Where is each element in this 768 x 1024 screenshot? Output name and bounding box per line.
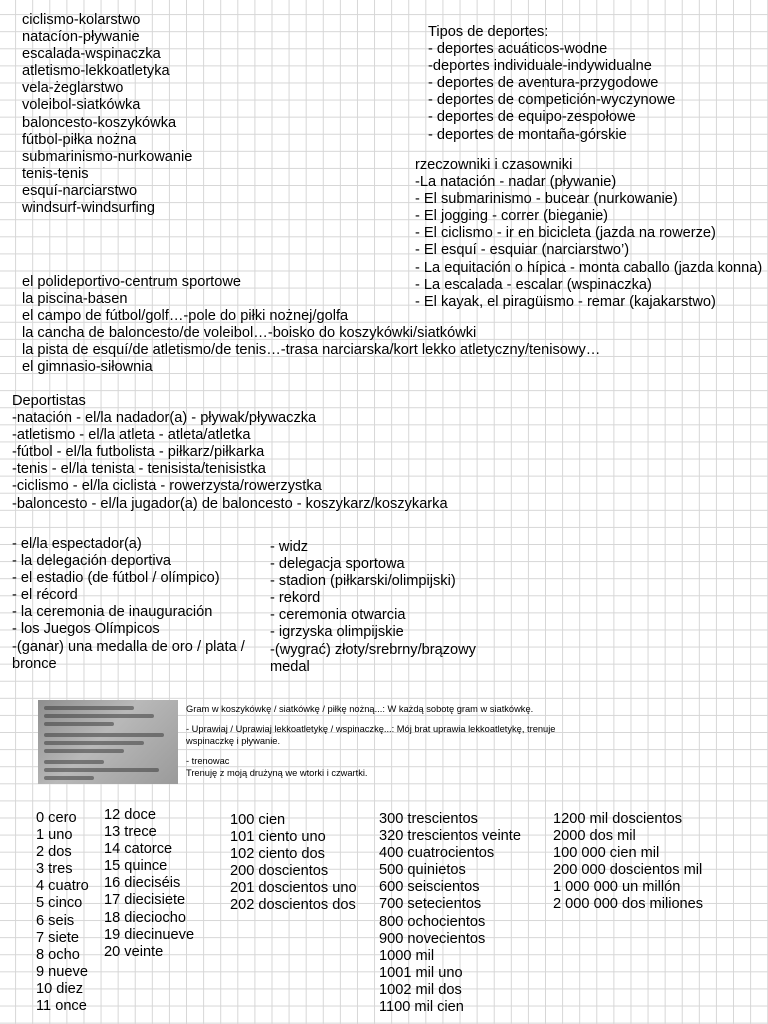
event-es-item: - el récord xyxy=(12,587,78,604)
noun-verb-item: - El submarinismo - bucear (nurkowanie) xyxy=(415,191,678,208)
event-es-item: - la delegación deportiva xyxy=(12,553,172,570)
number-item: 2 000 000 dos miliones xyxy=(553,896,704,913)
numbers-column-4 xyxy=(379,811,521,1016)
phrase-line: - trenowac xyxy=(186,756,230,767)
phrase-line: - Uprawiaj / Uprawiaj lekkoatletykę / wspinaczkę...: Mój brat uprawia lekkoatletykę, trenuje wspinaczkę i pływanie. xyxy=(186,724,556,746)
athlete-item: -atletismo - el/la atleta - atleta/atletka xyxy=(12,427,251,444)
number-item: 0 cero xyxy=(36,810,77,826)
event-es-item: -(ganar) una medalla de oro / plata / bronce xyxy=(12,638,245,672)
athlete-item: -natación - el/la nadador(a) - pływak/pływaczka xyxy=(12,410,317,427)
noun-verb-item: - La escalada - escalar (wspinaczka) xyxy=(415,276,652,293)
number-item: 1200 mil doscientos xyxy=(553,811,682,827)
place-item: la piscina-basen xyxy=(22,291,128,308)
number-item: 600 seiscientos xyxy=(379,879,480,896)
number-item: 201 doscientos uno xyxy=(230,880,357,897)
event-es-item: - el estadio (de fútbol / olímpico) xyxy=(12,570,220,587)
events-polish-list xyxy=(270,539,510,676)
number-item: 16 dieciséis xyxy=(104,875,181,892)
number-item: 15 quince xyxy=(104,858,168,875)
sport-type-item: - deportes de equipo-zespołowe xyxy=(428,109,636,126)
athlete-item: -fútbol - el/la futbolista - piłkarz/piłkarka xyxy=(12,444,265,461)
event-es-item: - la ceremonia de inauguración xyxy=(12,604,213,621)
sport-type-item: - deportes de aventura-przygodowe xyxy=(428,75,659,92)
athletes-heading: Deportistas xyxy=(12,393,86,409)
numbers-column-3 xyxy=(230,812,357,915)
noun-verb-item: - El ciclismo - ir en bicicleta (jazda na rowerze) xyxy=(415,225,716,242)
vocab-item: escalada-wspinaczka xyxy=(22,46,161,63)
event-pl-item: - igrzyska olimpijskie xyxy=(270,624,404,641)
vocab-item: natacíon-pływanie xyxy=(22,29,140,46)
vocab-item: voleibol-siatkówka xyxy=(22,97,141,114)
numbers-column-2 xyxy=(104,807,194,961)
number-item: 6 seis xyxy=(36,912,75,929)
number-item: 101 ciento uno xyxy=(230,829,326,846)
number-item: 400 cuatrocientos xyxy=(379,845,495,862)
event-pl-item: - stadion (piłkarski/olimpijski) xyxy=(270,573,456,590)
number-item: 17 diecisiete xyxy=(104,892,186,909)
number-item: 500 quinietos xyxy=(379,862,466,879)
number-item: 3 tres xyxy=(36,861,73,878)
number-item: 1100 mil cien xyxy=(379,999,464,1016)
number-item: 200 000 doscientos mil xyxy=(553,862,703,879)
noun-verb-item: -La natación - nadar (pływanie) xyxy=(415,174,617,191)
athletes-list xyxy=(12,393,448,513)
number-item: 800 ochocientos xyxy=(379,913,486,930)
noun-verb-item: - El kayak, el piragüismo - remar (kajakarstwo) xyxy=(415,293,716,310)
number-item: 20 veinte xyxy=(104,943,164,960)
number-item: 8 ocho xyxy=(36,946,80,963)
numbers-column-1 xyxy=(36,810,89,1015)
phrase-line: Gram w koszykówkę / siatkówkę / piłkę nożną...: W każdą sobotę gram w siatkówkę. xyxy=(186,704,534,714)
sport-type-item: - deportes de montaña-górskie xyxy=(428,126,627,143)
numbers-column-5 xyxy=(553,811,703,914)
number-item: 9 nueve xyxy=(36,963,88,980)
phrase-line: Trenuję z moją drużyną we wtorki i czwartki. xyxy=(186,767,368,778)
number-item: 100 000 cien mil xyxy=(553,845,660,862)
vocab-item: fútbol-piłka nożna xyxy=(22,131,137,148)
sport-types-list xyxy=(428,24,675,144)
number-item: 2 dos xyxy=(36,844,72,861)
athlete-item: -ciclismo - el/la ciclista - rowerzysta/rowerzystka xyxy=(12,478,322,495)
number-item: 900 novecientos xyxy=(379,930,486,947)
phrase-spacer xyxy=(186,747,566,756)
noun-verb-item: - El jogging - correr (bieganie) xyxy=(415,208,609,225)
vocab-item: submarinismo-nurkowanie xyxy=(22,148,193,165)
number-item: 1 uno xyxy=(36,827,73,844)
events-spanish-list xyxy=(12,536,272,673)
number-item: 2000 dos mil xyxy=(553,828,636,845)
number-item: 320 trescientos veinte xyxy=(379,828,521,845)
vocab-item: windsurf-windsurfing xyxy=(22,200,156,217)
number-item: 19 diecinueve xyxy=(104,926,195,943)
number-item: 5 cinco xyxy=(36,895,83,912)
vocab-item: tenis-tenis xyxy=(22,165,89,182)
athlete-item: -tenis - el/la tenista - tenisista/tenisistka xyxy=(12,461,266,478)
number-item: 202 doscientos dos xyxy=(230,897,356,914)
number-item: 11 once xyxy=(36,998,87,1015)
event-pl-item: - delegacja sportowa xyxy=(270,556,405,573)
number-item: 100 cien xyxy=(230,812,286,828)
number-item: 300 trescientos xyxy=(379,811,478,827)
number-item: 700 setecientos xyxy=(379,896,482,913)
place-item: la cancha de baloncesto/de voleibol…-boisko do koszykówki/siatkówki xyxy=(22,325,477,342)
place-item: el gimnasio-siłownia xyxy=(22,359,153,376)
vocab-item: vela-żeglarstwo xyxy=(22,80,124,97)
event-es-item: - el/la espectador(a) xyxy=(12,536,142,552)
number-item: 18 dieciocho xyxy=(104,909,186,926)
number-item: 200 doscientos xyxy=(230,863,329,880)
sports-places-list xyxy=(22,274,600,377)
number-item: 14 catorce xyxy=(104,841,173,858)
vocab-item: ciclismo-kolarstwo xyxy=(22,12,141,28)
vocab-item: baloncesto-koszykówka xyxy=(22,114,177,131)
number-item: 1 000 000 un millón xyxy=(553,879,681,896)
sports-vocabulary-list xyxy=(22,12,192,217)
number-item: 1000 mil xyxy=(379,947,435,964)
number-item: 7 siete xyxy=(36,929,79,946)
textbook-photo xyxy=(38,700,178,784)
place-item: el campo de fútbol/golf…-pole do piłki nożnej/golfa xyxy=(22,308,349,325)
place-item: el polideportivo-centrum sportowe xyxy=(22,274,242,290)
number-item: 12 doce xyxy=(104,807,156,823)
sport-types-heading: Tipos de deportes: xyxy=(428,24,549,40)
number-item: 10 diez xyxy=(36,980,84,997)
number-item: 13 trece xyxy=(104,824,157,841)
noun-verb-item: - El esquí - esquiar (narciarstwo’) xyxy=(415,242,630,259)
sport-type-item: - deportes acuáticos-wodne xyxy=(428,41,608,58)
event-pl-item: -(wygrać) złoty/srebrny/brązowy medal xyxy=(270,641,476,675)
event-es-item: - los Juegos Olímpicos xyxy=(12,621,160,638)
number-item: 102 ciento dos xyxy=(230,846,325,863)
phrase-spacer xyxy=(186,715,566,724)
noun-verb-item: - La equitación o hípica - monta caballo (jazda konna) xyxy=(415,259,763,276)
vocab-item: atletismo-lekkoatletyka xyxy=(22,63,170,80)
sport-type-item: -deportes individuale-indywidualne xyxy=(428,58,652,75)
number-item: 1002 mil dos xyxy=(379,981,462,998)
example-phrases xyxy=(186,704,566,779)
vocab-item: esquí-narciarstwo xyxy=(22,182,138,199)
event-pl-item: - rekord xyxy=(270,590,321,607)
place-item: la pista de esquí/de atletismo/de tenis…-trasa narciarska/kort lekko atletyczny/tenisowy… xyxy=(22,342,601,359)
athlete-item: -baloncesto - el/la jugador(a) de baloncesto - koszykarz/koszykarka xyxy=(12,495,448,512)
sport-type-item: - deportes de competición-wyczynowe xyxy=(428,92,676,109)
nouns-verbs-heading: rzeczowniki i czasowniki xyxy=(415,157,573,173)
event-pl-item: - ceremonia otwarcia xyxy=(270,607,406,624)
event-pl-item: - widz xyxy=(270,539,309,555)
number-item: 1001 mil uno xyxy=(379,964,463,981)
number-item: 4 cuatro xyxy=(36,878,89,895)
